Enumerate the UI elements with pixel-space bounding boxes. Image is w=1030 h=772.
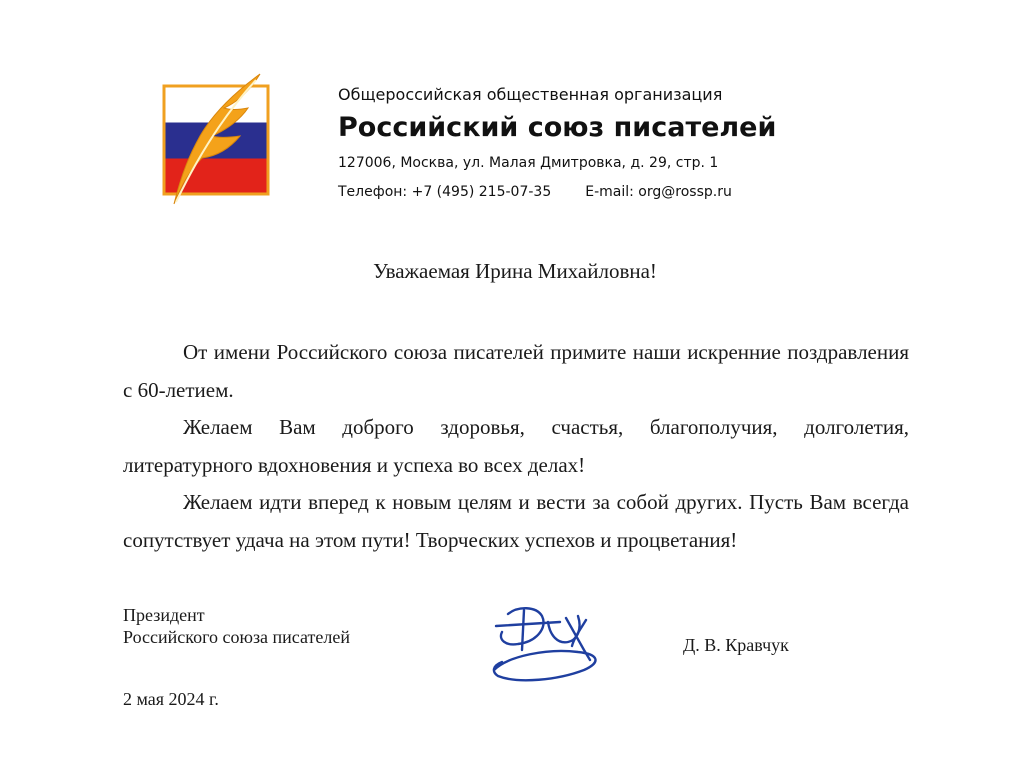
organization-type: Общероссийская общественная организация [338, 85, 723, 104]
organization-phone: Телефон: +7 (495) 215-07-35 [338, 184, 552, 200]
signatory-name: Д. В. Кравчук [683, 635, 789, 655]
letter-greeting: Уважаемая Ирина Михайловна! [373, 259, 657, 283]
letter-body [123, 334, 909, 559]
letter-paragraph: От имени Российского союза писателей примите наши искренние поздравления с 60-летием. [123, 340, 909, 402]
signatory-title-line: Российского союза писателей [123, 627, 351, 647]
organization-name: Российский союз писателей [338, 112, 777, 143]
signatory-title [123, 604, 350, 648]
organization-address: 127006, Москва, ул. Малая Дмитровка, д. 29, стр. 1 [338, 155, 719, 171]
organization-contacts [338, 182, 776, 202]
letter-paragraph: Желаем идти вперед к новым целям и вести за собой других. Пусть Вам всегда сопутствует удача на этом пути! Творческих успехов и процветания! [123, 490, 909, 552]
feather-logo-icon [160, 72, 275, 210]
letter-date: 2 мая 2024 г. [123, 689, 219, 709]
organization-email: E-mail: org@rossp.ru [585, 184, 732, 200]
handwritten-signature-icon [488, 600, 618, 686]
letterhead [338, 84, 776, 202]
signatory-title-line: Президент [123, 605, 205, 625]
letter-paragraph: Желаем Вам доброго здоровья, счастья, благополучия, долголетия, литературного вдохновения и успеха во всех делах! [123, 415, 909, 477]
